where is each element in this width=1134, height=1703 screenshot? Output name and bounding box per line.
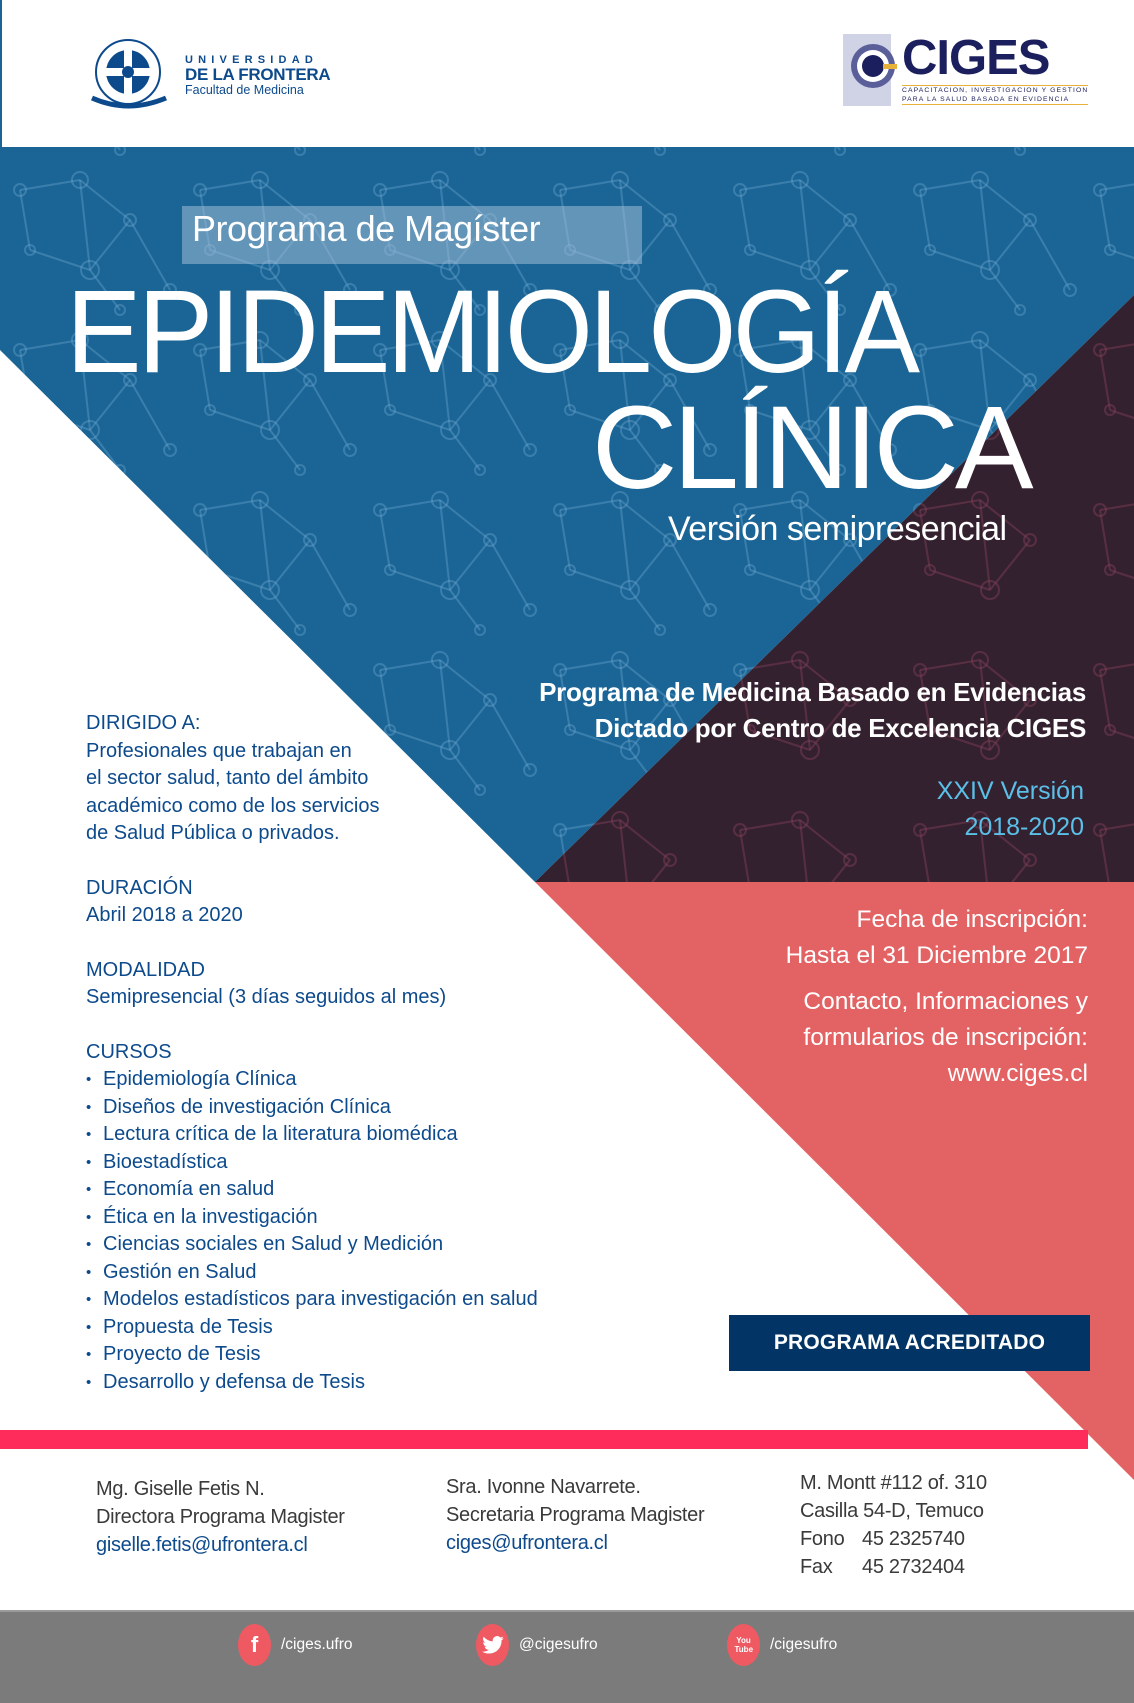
curso-item: • Economía en salud bbox=[86, 1176, 538, 1204]
curso-item: • Diseños de investigación Clínica bbox=[86, 1094, 538, 1122]
director-role: Directora Programa Magister bbox=[96, 1506, 345, 1528]
cursos-list bbox=[86, 1066, 538, 1396]
dirigido-line: académico como de los servicios bbox=[86, 794, 380, 817]
curso-item: • Ciencias sociales en Salud y Medición bbox=[86, 1231, 538, 1259]
curso-item: • Lectura crítica de la literatura biomédica bbox=[86, 1121, 538, 1149]
youtube-handle: /cigesufro bbox=[770, 1636, 838, 1653]
kicker-text: Programa de Magíster bbox=[192, 208, 541, 249]
modalidad-label: MODALIDAD bbox=[86, 958, 205, 981]
facebook-icon: f bbox=[238, 1624, 271, 1666]
facebook-handle: /ciges.ufro bbox=[281, 1636, 353, 1653]
dirigido-line: el sector salud, tanto del ámbito bbox=[86, 767, 369, 789]
phone-row bbox=[800, 1525, 987, 1553]
phone-value: 45 2325740 bbox=[862, 1528, 965, 1550]
director-name: Mg. Giselle Fetis N. bbox=[96, 1478, 265, 1500]
ciges-wordmark: CIGES bbox=[902, 31, 1050, 85]
curso-item: • Desarrollo y defensa de Tesis bbox=[86, 1369, 538, 1397]
edition-label: XXIV Versión bbox=[936, 777, 1084, 805]
ciges-logo bbox=[843, 34, 903, 111]
secretary-name: Sra. Ivonne Navarrete. bbox=[446, 1476, 641, 1498]
duracion-label: DURACIÓN bbox=[86, 876, 193, 899]
program-details bbox=[86, 710, 538, 1396]
version-mode: Versión semipresencial bbox=[668, 510, 1007, 548]
social-youtube[interactable] bbox=[727, 1624, 837, 1666]
title-line1: EPIDEMIOLOGÍA bbox=[66, 266, 917, 398]
dirigido-line: de Salud Pública o privados. bbox=[86, 822, 340, 844]
title-line2: CLÍNICA bbox=[592, 382, 1030, 514]
registration-info bbox=[786, 902, 1088, 1092]
curso-item: • Gestión en Salud bbox=[86, 1259, 538, 1287]
ufro-logo bbox=[86, 36, 182, 121]
ufro-line2: DE LA FRONTERA bbox=[185, 65, 331, 84]
fax-value: 45 2732404 bbox=[862, 1556, 965, 1578]
twitter-handle: @cigesufro bbox=[519, 1636, 598, 1653]
curso-item: • Bioestadística bbox=[86, 1149, 538, 1177]
ciges-subtitle-line1: CAPACITACION, INVESTIGACION Y GESTION bbox=[902, 87, 1089, 94]
program-edition bbox=[937, 773, 1084, 845]
modalidad-value: Semipresencial (3 días seguidos al mes) bbox=[86, 986, 447, 1008]
curso-item: • Modelos estadísticos para investigación en salud bbox=[86, 1286, 538, 1314]
contact-line2: formularios de inscripción: bbox=[803, 1024, 1088, 1051]
edition-years: 2018-2020 bbox=[964, 813, 1084, 841]
duracion-value: Abril 2018 a 2020 bbox=[86, 904, 243, 926]
fax-label: Fax bbox=[800, 1556, 833, 1578]
divider-bar bbox=[0, 1430, 1088, 1449]
cursos-label: CURSOS bbox=[86, 1040, 172, 1063]
director-email[interactable]: giselle.fetis@ufrontera.cl bbox=[96, 1534, 308, 1556]
ufro-line3: Facultad de Medicina bbox=[185, 83, 304, 97]
registration-date-value: Hasta el 31 Diciembre 2017 bbox=[785, 942, 1088, 969]
ciges-subtitle bbox=[902, 85, 1088, 105]
cursos-section bbox=[86, 1039, 538, 1397]
curso-item: • Propuesta de Tesis bbox=[86, 1314, 538, 1342]
modalidad-section bbox=[86, 957, 538, 1012]
dirigido-section bbox=[86, 710, 538, 848]
fax-row bbox=[800, 1553, 987, 1581]
contact-director bbox=[96, 1475, 345, 1559]
program-line2: Dictado por Centro de Excelencia CIGES bbox=[594, 713, 1086, 743]
ufro-wordmark bbox=[185, 54, 330, 97]
program-line1: Programa de Medicina Basado en Evidencias bbox=[539, 677, 1086, 707]
ciges-subtitle-line2: PARA LA SALUD BASADA EN EVIDENCIA bbox=[902, 96, 1070, 103]
contact-secretary bbox=[446, 1473, 704, 1557]
address-line2: Casilla 54-D, Temuco bbox=[800, 1500, 984, 1522]
ciges-emblem-icon bbox=[843, 34, 903, 106]
ufro-line1: UNIVERSIDAD bbox=[185, 54, 318, 66]
program-description bbox=[539, 674, 1086, 746]
social-facebook[interactable] bbox=[238, 1624, 353, 1666]
curso-item: • Proyecto de Tesis bbox=[86, 1341, 538, 1369]
dirigido-line: Profesionales que trabajan en bbox=[86, 739, 352, 762]
registration-date-label: Fecha de inscripción: bbox=[856, 906, 1088, 933]
secretary-role: Secretaria Programa Magister bbox=[446, 1504, 705, 1526]
curso-item: • Epidemiología Clínica bbox=[86, 1066, 538, 1094]
contact-line1: Contacto, Informaciones y bbox=[803, 988, 1088, 1015]
twitter-icon bbox=[476, 1624, 509, 1666]
dirigido-label: DIRIGIDO A: bbox=[86, 712, 201, 734]
social-twitter[interactable] bbox=[476, 1624, 598, 1666]
phone-label: Fono bbox=[800, 1528, 845, 1550]
address-line1: M. Montt #112 of. 310 bbox=[800, 1472, 987, 1494]
secretary-email[interactable]: ciges@ufrontera.cl bbox=[446, 1532, 608, 1554]
duracion-section bbox=[86, 875, 538, 930]
youtube-icon: You Tube bbox=[727, 1624, 760, 1666]
contact-address bbox=[800, 1469, 987, 1581]
website-link[interactable]: www.ciges.cl bbox=[947, 1060, 1088, 1087]
curso-item: • Ética en la investigación bbox=[86, 1204, 538, 1232]
accredited-badge: PROGRAMA ACREDITADO bbox=[729, 1315, 1090, 1371]
ufro-seal-icon bbox=[86, 36, 182, 116]
